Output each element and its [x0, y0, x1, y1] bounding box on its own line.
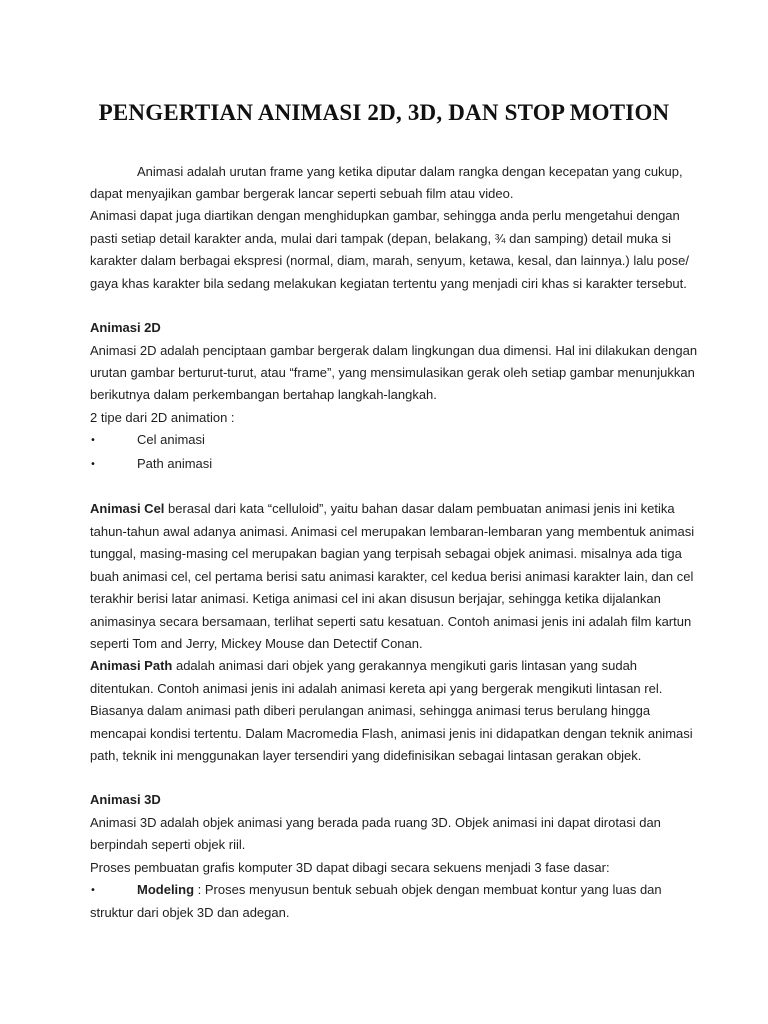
cel-line-2: tahun-tahun awal adanya animasi. Animasi cel merupakan lembaran-lembaran yang membentuk animasi — [90, 524, 695, 539]
path-line-5: path, teknik ini menggunakan layer tersendiri yang didefinisikan sebagai lintasan gerakan objek. — [90, 748, 642, 763]
path-line-1 — [90, 658, 637, 674]
section-2d-line-2: urutan gambar berturut-turut, atau “frame”, yang mensimulasikan gerak oleh setiap gambar menunjukkan — [90, 365, 695, 380]
cel-line-1-text: berasal dari kata “celluloid”, yaitu bahan dasar dalam pembuatan animasi jenis ini ketika — [164, 501, 675, 516]
intro-line-3: Animasi dapat juga diartikan dengan menghidupkan gambar, sehingga anda perlu mengetahui dengan — [90, 208, 680, 223]
list-item-path-animasi: Path animasi — [137, 456, 213, 471]
path-line-1-text: adalah animasi dari objek yang gerakannya mengikuti garis lintasan yang sudah — [172, 658, 638, 673]
section-3d-line-3: Proses pembuatan grafis komputer 3D dapat dibagi secara sekuens menjadi 3 fase dasar: — [90, 860, 610, 875]
bullet-icon: • — [90, 459, 96, 470]
path-line-2: ditentukan. Contoh animasi jenis ini adalah animasi kereta api yang bergerak mengikuti lintasan rel. — [90, 681, 663, 696]
cel-line-3: tunggal, masing-masing cel merupakan bagian yang terpisah sebagai objek animasi. misalnya ada tiga — [90, 546, 682, 561]
cel-line-1 — [90, 501, 675, 517]
path-line-3: Biasanya dalam animasi path diberi perulangan animasi, sehingga animasi terus berulang hingga — [90, 703, 651, 718]
heading-animasi-2d: Animasi 2D — [90, 320, 161, 335]
heading-animasi-3d: Animasi 3D — [90, 792, 161, 807]
term-animasi-path: Animasi Path — [90, 658, 173, 673]
bullet-icon: • — [90, 885, 96, 896]
cel-line-5: terakhir berisi latar animasi. Ketiga animasi cel ini akan disusun berjajar, sehingga ketika dijalankan — [90, 591, 661, 606]
section-2d-line-1: Animasi 2D adalah penciptaan gambar bergerak dalam lingkungan dua dimensi. Hal ini dilakukan dengan — [90, 343, 698, 358]
modeling-line-1-text: : Proses menyusun bentuk sebuah objek dengan membuat kontur yang luas dan — [194, 882, 662, 897]
modeling-line-2: struktur dari objek 3D dan adegan. — [90, 905, 290, 920]
section-2d-line-3: berikutnya dalam perkembangan bertahap langkah-langkah. — [90, 387, 437, 402]
path-line-4: mencapai kondisi tertentu. Dalam Macromedia Flash, animasi jenis ini didapatkan dengan teknik animasi — [90, 726, 693, 741]
modeling-line-1 — [137, 882, 662, 898]
intro-line-5: karakter dalam berbagai ekspresi (normal, diam, marah, senyum, ketawa, kesal, dan lainnya.) lalu pose/ — [90, 253, 690, 268]
term-modeling: Modeling — [137, 882, 195, 897]
section-3d-line-1: Animasi 3D adalah objek animasi yang berada pada ruang 3D. Objek animasi ini dapat dirotasi dan — [90, 815, 661, 830]
intro-line-6: gaya khas karakter bila sedang melakukan kegiatan tertentu yang menjadi ciri khas si karakter tersebut. — [90, 276, 687, 291]
cel-line-7: seperti Tom and Jerry, Mickey Mouse dan Detectif Conan. — [90, 636, 423, 651]
list-item-cel-animasi: Cel animasi — [137, 432, 205, 447]
term-animasi-cel: Animasi Cel — [90, 501, 165, 516]
document-title: PENGERTIAN ANIMASI 2D, 3D, DAN STOP MOTION — [98, 100, 670, 125]
section-3d-line-2: berpindah seperti objek riil. — [90, 837, 246, 852]
intro-line-1: Animasi adalah urutan frame yang ketika diputar dalam rangka dengan kecepatan yang cukup, — [137, 164, 683, 179]
cel-line-4: buah animasi cel, cel pertama berisi satu animasi karakter, cel kedua berisi animasi karakter lain, dan cel — [90, 569, 694, 584]
bullet-icon: • — [90, 435, 96, 446]
intro-line-4: pasti setiap detail karakter anda, mulai dari tampak (depan, belakang, ¾ dan samping) detail muka si — [90, 231, 671, 246]
intro-line-2: dapat menyajikan gambar bergerak lancar seperti sebuah film atau video. — [90, 186, 514, 201]
cel-line-6: animasinya secara bersamaan, terlihat seperti satu kesatuan. Contoh animasi jenis ini adalah film kartun — [90, 614, 692, 629]
section-2d-types-intro: 2 tipe dari 2D animation : — [90, 410, 235, 425]
